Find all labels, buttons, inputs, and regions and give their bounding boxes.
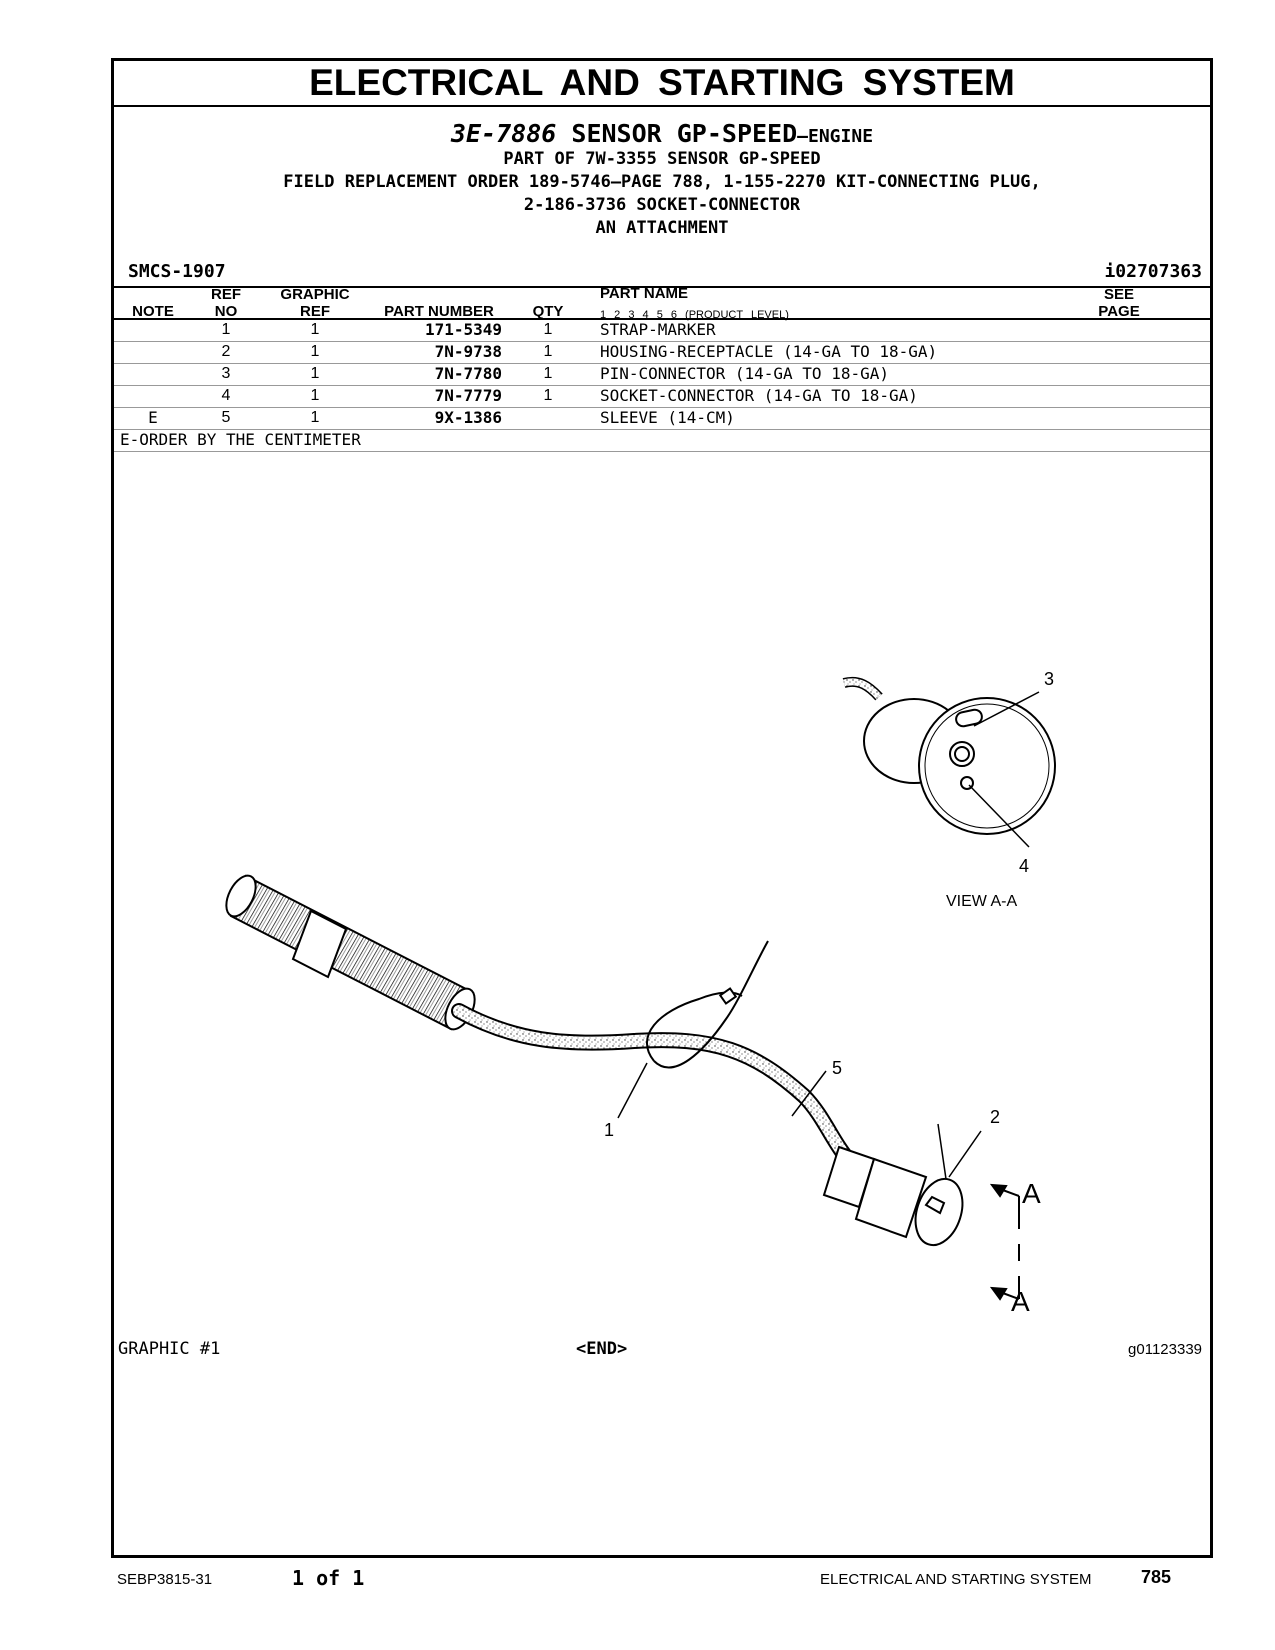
field-replacement-line: FIELD REPLACEMENT ORDER 189-5746—PAGE 788, 1-155-2270 KIT-CONNECTING PLUG, <box>283 172 1041 192</box>
row-ref-no: 5 <box>221 409 231 426</box>
row-ref-no: 2 <box>221 343 231 360</box>
col-ref-no: REF NO <box>211 286 241 320</box>
parts-illustration <box>114 61 1210 1556</box>
col-part-name: PART NAME <box>600 285 689 302</box>
part-of-line: PART OF 7W-3355 SENSOR GP-SPEED <box>503 149 821 169</box>
row-graphic-ref: 1 <box>310 321 320 338</box>
page-title: ELECTRICAL AND STARTING SYSTEM <box>114 61 1210 107</box>
page-frame <box>111 58 1213 1558</box>
document-identifier: i02707363 <box>1104 261 1202 282</box>
callout-5: 5 <box>832 1058 843 1078</box>
callout-3: 3 <box>1044 669 1055 689</box>
end-marker: <END> <box>576 1339 628 1359</box>
col-part-number: PART NUMBER <box>384 303 494 320</box>
row-part-name: PIN-CONNECTOR (14-GA TO 18-GA) <box>600 364 889 383</box>
table-footnote: E-ORDER BY THE CENTIMETER <box>120 430 361 449</box>
socket-connector-line: 2-186-3736 SOCKET-CONNECTOR <box>523 195 801 215</box>
row-ref-no: 3 <box>221 365 231 382</box>
row-qty: 1 <box>543 387 553 404</box>
page-number: 785 <box>1141 1567 1172 1587</box>
col-see-page: SEE PAGE <box>1098 286 1140 320</box>
row-graphic-ref: 1 <box>310 409 320 426</box>
part-suffix: —ENGINE <box>797 126 874 147</box>
row-note: E <box>148 408 158 427</box>
row-ref-no: 1 <box>221 321 231 338</box>
part-description: SENSOR GP-SPEED <box>571 119 798 148</box>
view-label: VIEW A-A <box>946 893 1018 910</box>
callout-1: 1 <box>604 1120 615 1140</box>
footer-section: ELECTRICAL AND STARTING SYSTEM <box>820 1571 1092 1588</box>
row-part-name: SLEEVE (14-CM) <box>600 408 735 427</box>
row-part-number: 7N-9738 <box>434 342 502 361</box>
row-graphic-ref: 1 <box>310 387 320 404</box>
view-a-a-connector <box>844 682 1055 834</box>
row-part-number: 7N-7780 <box>434 364 502 383</box>
row-qty: 1 <box>543 343 553 360</box>
col-note: NOTE <box>132 303 174 320</box>
col-product-level: 1 2 3 4 5 6 (PRODUCT LEVEL) <box>600 309 789 321</box>
row-ref-no: 4 <box>221 387 231 404</box>
page-of: 1 of 1 <box>292 1566 365 1590</box>
graphic-id: g01123339 <box>1128 1341 1202 1358</box>
row-part-number: 7N-7779 <box>434 386 502 405</box>
speed-sensor-body <box>220 871 480 1034</box>
callout-4: 4 <box>1019 856 1030 876</box>
row-qty: 1 <box>543 365 553 382</box>
section-line-a-a <box>992 1185 1019 1299</box>
row-part-name: HOUSING-RECEPTACLE (14-GA TO 18-GA) <box>600 342 938 361</box>
row-part-number: 9X-1386 <box>434 408 502 427</box>
callout-2: 2 <box>990 1107 1001 1127</box>
doc-number: SEBP3815-31 <box>117 1571 213 1588</box>
section-letter-top: A <box>1022 1178 1041 1209</box>
graphic-label: GRAPHIC #1 <box>118 1339 221 1359</box>
section-letter-bottom: A <box>1011 1286 1030 1317</box>
row-part-name: SOCKET-CONNECTOR (14-GA TO 18-GA) <box>600 386 918 405</box>
row-graphic-ref: 1 <box>310 343 320 360</box>
row-qty: 1 <box>543 321 553 338</box>
smcs-code: SMCS-1907 <box>128 261 226 282</box>
callout-leaders <box>618 1063 981 1179</box>
row-graphic-ref: 1 <box>310 365 320 382</box>
connector-housing <box>824 1147 970 1251</box>
col-qty: QTY <box>532 303 564 320</box>
attachment-line: AN ATTACHMENT <box>595 218 729 238</box>
row-part-number: 171-5349 <box>424 320 502 339</box>
row-part-name: STRAP-MARKER <box>600 320 716 339</box>
col-graphic-ref: GRAPHIC REF <box>280 286 350 320</box>
part-number: 3E-7886 <box>450 119 557 148</box>
